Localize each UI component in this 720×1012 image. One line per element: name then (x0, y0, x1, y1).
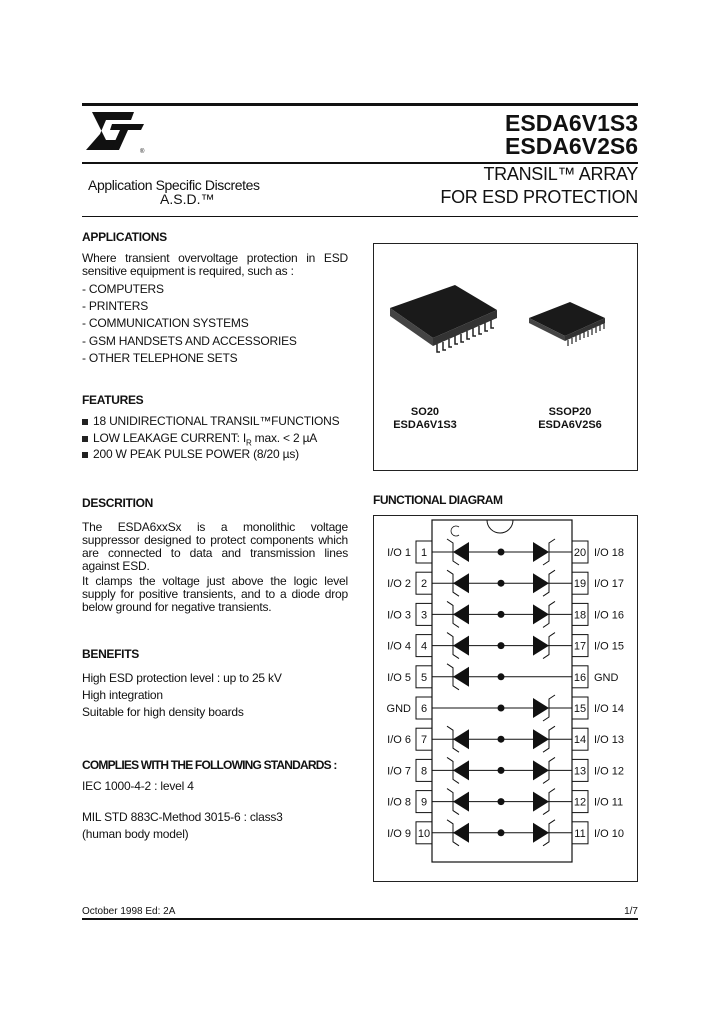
transil-diode-icon (533, 792, 549, 812)
top-rule (82, 103, 638, 106)
st-logo (84, 110, 146, 154)
applications-heading: APPLICATIONS (82, 230, 167, 244)
feature-item (82, 447, 299, 461)
description-line: supply for positive transients, and to a diode drop (82, 587, 348, 601)
product-line-1: TRANSIL™ ARRAY (483, 164, 638, 184)
junction-dot (498, 549, 505, 556)
description-line: The ESDA6xxSx is a monolithic voltage (82, 520, 348, 534)
pin-number: 7 (420, 734, 428, 747)
family-label: Application Specific Discretes (88, 177, 260, 193)
pin-number: 17 (573, 640, 587, 653)
pin-number: 10 (417, 827, 431, 840)
description-line: are connected to data and transmission lines (82, 546, 348, 560)
description-line: against ESD. (82, 559, 150, 573)
pin-number: 13 (573, 765, 587, 778)
pin-number: 14 (573, 734, 587, 747)
pin-number: 3 (420, 609, 428, 622)
svg-text:®: ® (140, 149, 145, 154)
pin-label: I/O 13 (594, 734, 624, 747)
transil-diode-icon (533, 636, 549, 656)
transil-diode-icon (533, 698, 549, 718)
description-line: It clamps the voltage just above the logic level (82, 574, 348, 588)
pin-label: GND (594, 671, 619, 684)
feature-item (82, 414, 339, 428)
transil-diode-icon (453, 573, 469, 593)
pin-label: I/O 6 (387, 734, 411, 747)
pin-number: 11 (574, 827, 586, 840)
page-number: 1/7 (624, 906, 638, 917)
description-line: below ground for negative transients. (82, 600, 272, 614)
part-number-1: ESDA6V1S3 (505, 110, 638, 136)
part-number-2: ESDA6V2S6 (505, 133, 638, 159)
footer-rule (82, 918, 638, 920)
pin-number: 20 (573, 547, 587, 559)
pin-label: I/O 3 (387, 609, 411, 622)
transil-diode-icon (453, 604, 469, 624)
standard-iec: IEC 1000-4-2 : level 4 (82, 779, 194, 793)
feature-text: 200 W PEAK PULSE POWER (8/20 µs) (93, 447, 299, 461)
pin-number: 18 (573, 609, 587, 622)
diagram-heading: FUNCTIONAL DIAGRAM (373, 493, 503, 507)
junction-dot (498, 829, 505, 836)
package-part: ESDA6V1S3 (393, 419, 457, 431)
description-line: suppressor designed to protect components which (82, 533, 348, 547)
junction-dot (498, 642, 505, 649)
pin-label: I/O 9 (387, 827, 411, 840)
benefits-heading: BENEFITS (82, 647, 139, 661)
pin-number: 15 (573, 703, 587, 715)
pin-label: I/O 10 (594, 827, 624, 840)
family-abbr: A.S.D.™ (160, 191, 215, 207)
transil-diode-icon (453, 823, 469, 843)
junction-dot (498, 611, 505, 618)
pin-label: I/O 15 (594, 640, 624, 653)
application-item: - COMPUTERS (82, 282, 164, 296)
pin-number: 1 (420, 547, 428, 559)
benefit-item: High ESD protection level : up to 25 kV (82, 671, 282, 685)
junction-dot (498, 673, 505, 680)
feature-item (82, 431, 317, 447)
standard-mil-note: (human body model) (82, 827, 189, 841)
package-name: SO20 (410, 406, 440, 418)
transil-diode-icon (533, 604, 549, 624)
pin-number: 12 (573, 796, 587, 809)
header-bottom-rule (82, 216, 638, 217)
applications-intro: sensitive equipment is required, such as : (82, 264, 294, 278)
pin-label: I/O 14 (594, 703, 624, 715)
transil-diode-icon (533, 729, 549, 749)
package-name: SSOP20 (548, 406, 592, 418)
pin-label: GND (386, 703, 411, 715)
pin-label: I/O 1 (387, 547, 411, 559)
junction-dot (498, 798, 505, 805)
feature-text: max. < 2 µA (251, 431, 318, 445)
pin-label: I/O 16 (594, 609, 624, 622)
pin-label: I/O 2 (387, 578, 411, 591)
pin-label: I/O 4 (387, 640, 411, 653)
pin-number: 9 (420, 796, 428, 809)
transil-diode-icon (453, 636, 469, 656)
pin-number: 4 (420, 640, 428, 653)
benefit-item: High integration (82, 688, 163, 702)
application-item: - OTHER TELEPHONE SETS (82, 351, 238, 365)
transil-diode-icon (453, 760, 469, 780)
junction-dot (498, 736, 505, 743)
application-item: - COMMUNICATION SYSTEMS (82, 316, 249, 330)
pin-number: 5 (420, 671, 428, 684)
standard-mil: MIL STD 883C-Method 3015-6 : class3 (82, 810, 283, 824)
pin-label: I/O 7 (387, 765, 411, 778)
transil-diode-icon (453, 729, 469, 749)
product-line-2: FOR ESD PROTECTION (440, 187, 638, 207)
junction-dot (498, 767, 505, 774)
benefit-item: Suitable for high density boards (82, 705, 244, 719)
junction-dot (498, 705, 505, 712)
transil-diode-icon (533, 573, 549, 593)
features-heading: FEATURES (82, 393, 144, 407)
feature-text: LOW LEAKAGE CURRENT: I (93, 431, 246, 445)
footer-date: October 1998 Ed: 2A (82, 906, 176, 917)
so20-package-image (385, 280, 500, 365)
junction-dot (498, 580, 505, 587)
pin-number: 2 (420, 578, 428, 591)
ssop20-package-image (525, 298, 610, 353)
pin1-marker (451, 526, 459, 536)
pin-number: 16 (573, 671, 587, 684)
transil-diode-icon (453, 667, 469, 687)
description-heading: DESCRITION (82, 496, 154, 510)
pin-number: 8 (420, 765, 428, 778)
pin-label: I/O 12 (594, 765, 624, 778)
pin-label: I/O 11 (594, 796, 624, 809)
functional-diagram (373, 515, 638, 882)
package-part: ESDA6V2S6 (538, 419, 602, 431)
pin-label: I/O 18 (594, 547, 624, 559)
pin-label: I/O 8 (387, 796, 411, 809)
application-item: - PRINTERS (82, 299, 149, 313)
transil-diode-icon (453, 792, 469, 812)
pin-label: I/O 17 (594, 578, 624, 591)
package-label-ssop20 (520, 406, 620, 432)
standards-heading: COMPLIES WITH THE FOLLOWING STANDARDS : (82, 758, 337, 772)
applications-intro: Where transient overvoltage protection in ESD (82, 251, 348, 265)
chip-notch (487, 520, 513, 533)
transil-diode-icon (533, 760, 549, 780)
package-label-so20 (375, 406, 475, 432)
transil-diode-icon (533, 823, 549, 843)
application-item: - GSM HANDSETS AND ACCESSORIES (82, 334, 297, 348)
pin-label: I/O 5 (387, 671, 411, 684)
transil-diode-icon (533, 542, 549, 562)
pin-number: 19 (573, 578, 587, 591)
transil-diode-icon (453, 542, 469, 562)
feature-text: 18 UNIDIRECTIONAL TRANSIL™FUNCTIONS (93, 414, 340, 428)
feature-subscript: R (245, 438, 252, 448)
pin-number: 6 (420, 703, 428, 715)
